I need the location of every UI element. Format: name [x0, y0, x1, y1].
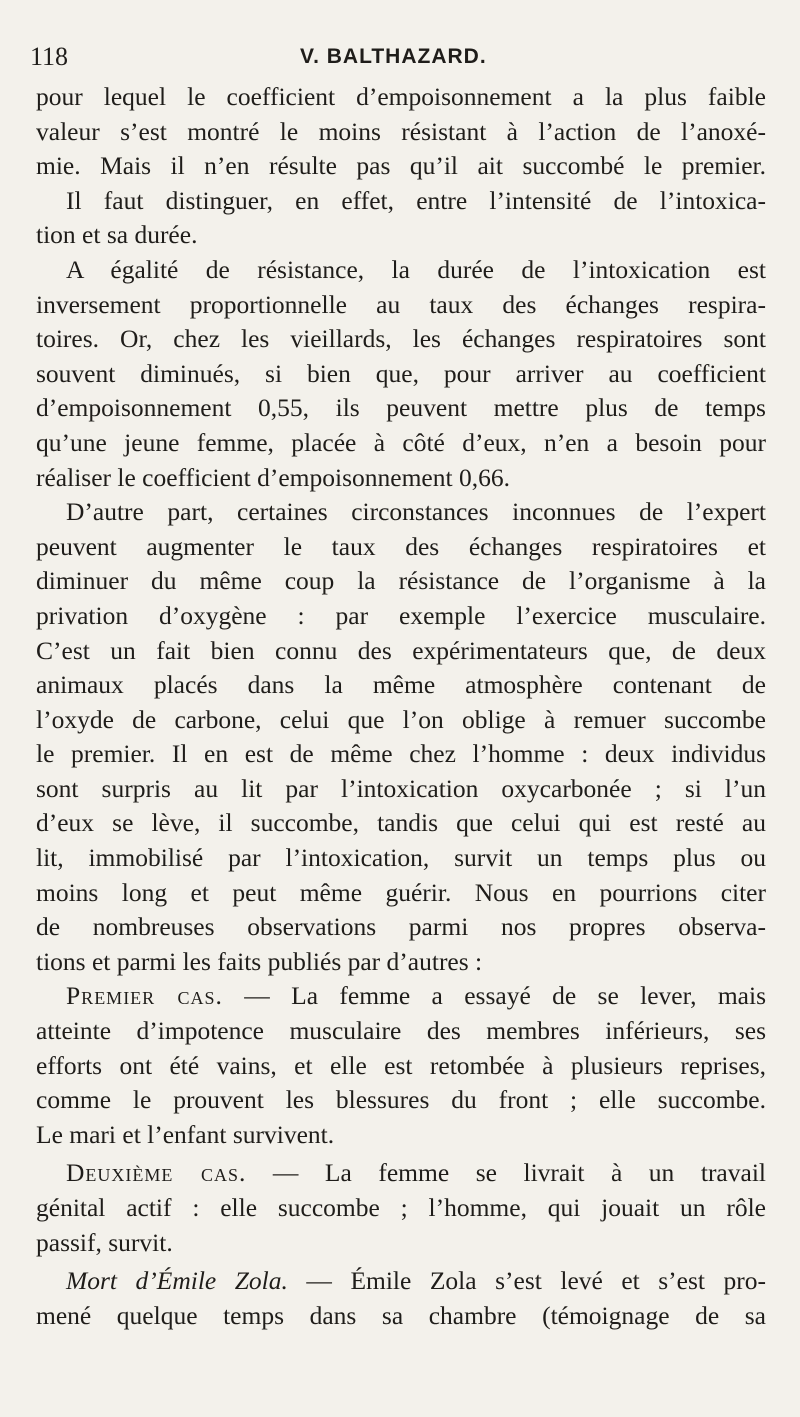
text-line: passif, survit. — [36, 1227, 173, 1257]
body-text — [36, 80, 766, 1333]
paragraph — [36, 184, 766, 253]
case-paragraph — [36, 979, 766, 1152]
text-line: Le mari et l’enfant survivent. — [36, 1119, 335, 1149]
running-head: V. BALTHAZARD. — [300, 45, 487, 68]
text-line: Il faut distinguer, en effet, entre l’intensité de l’intoxica- — [66, 185, 766, 215]
case-paragraph — [36, 1156, 766, 1260]
text-line: mené quelque temps dans sa chambre (témoignage de sa — [36, 1300, 766, 1330]
text-line — [36, 1156, 766, 1191]
text-line: tion et sa durée. — [36, 220, 198, 250]
text-line: C’est un fait bien connu des expérimentateurs que, de deux — [36, 635, 766, 665]
text-line — [36, 1264, 766, 1299]
page-number: 118 — [30, 42, 69, 71]
text-line: valeur s’est montré le moins résistant à l’action de l’anoxé- — [36, 116, 766, 146]
text-line: atteinte d’impotence musculaire des membres inférieurs, ses — [36, 1016, 766, 1046]
text-line: diminuer du même coup la résistance de l’organisme à la — [36, 566, 766, 596]
paragraph — [36, 253, 766, 495]
case-heading: Premier cas. — [66, 981, 223, 1011]
text-line: privation d’oxygène : par exemple l’exercice musculaire. — [36, 600, 766, 630]
text-line: D’autre part, certaines circonstances inconnues de l’expert — [66, 497, 766, 527]
text-line: de nombreuses observations parmi nos propres observa- — [36, 912, 766, 942]
text-line: peuvent augmenter le taux des échanges respiratoires et — [36, 531, 766, 561]
page-header — [30, 40, 770, 74]
text-line: A égalité de résistance, la durée de l’intoxication est — [66, 254, 766, 284]
case-heading: Deuxième cas. — [66, 1158, 247, 1188]
text-line: toires. Or, chez les vieillards, les échanges respiratoires sont — [36, 324, 766, 354]
text-line: d’empoisonnement 0,55, ils peuvent mettre plus de temps — [36, 393, 766, 423]
text-line: l’oxyde de carbone, celui que l’on oblige à remuer succombe — [36, 704, 766, 734]
text-line: mie. Mais il n’en résulte pas qu’il ait succombé le premier. — [36, 151, 766, 181]
text-line: efforts ont été vains, et elle est retombée à plusieurs reprises, — [36, 1050, 766, 1080]
case-text: — Émile Zola s’est levé et s’est pro- — [287, 1266, 766, 1296]
text-line: le premier. Il en est de même chez l’homme : deux individus — [36, 739, 766, 769]
text-line: sont surpris au lit par l’intoxication oxycarbonée ; si l’un — [36, 773, 766, 803]
text-line: souvent diminués, si bien que, pour arriver au coefficient — [36, 358, 766, 388]
case-heading: Mort d’Émile Zola. — [66, 1266, 288, 1296]
text-line — [36, 979, 766, 1014]
text-line: tions et parmi les faits publiés par d’autres : — [36, 946, 483, 976]
text-line: réaliser le coefficient d’empoisonnement 0,66. — [36, 462, 510, 492]
text-line: lit, immobilisé par l’intoxication, survit un temps plus ou — [36, 843, 766, 873]
text-line: d’eux se lève, il succombe, tandis que celui qui est resté au — [36, 808, 766, 838]
paragraph — [36, 80, 766, 184]
paragraph — [36, 495, 766, 979]
text-line: génital actif : elle succombe ; l’homme, qui jouait un rôle — [36, 1193, 766, 1222]
text-line: qu’une jeune femme, placée à côté d’eux, n’en a besoin pour — [36, 427, 766, 457]
text-line: inversement proportionnelle au taux des échanges respira- — [36, 289, 766, 319]
case-text: — La femme a essayé de se lever, mais — [222, 981, 766, 1011]
text-line: comme le prouvent les blessures du front ; elle succombe. — [36, 1085, 766, 1115]
text-line: animaux placés dans la même atmosphère contenant de — [36, 670, 766, 700]
text-line: moins long et peut même guérir. Nous en pourrions citer — [36, 877, 766, 907]
text-line: pour lequel le coefficient d’empoisonnement a la plus faible — [36, 82, 766, 111]
case-text: — La femme se livrait à un travail — [246, 1158, 766, 1188]
case-paragraph — [36, 1264, 766, 1333]
